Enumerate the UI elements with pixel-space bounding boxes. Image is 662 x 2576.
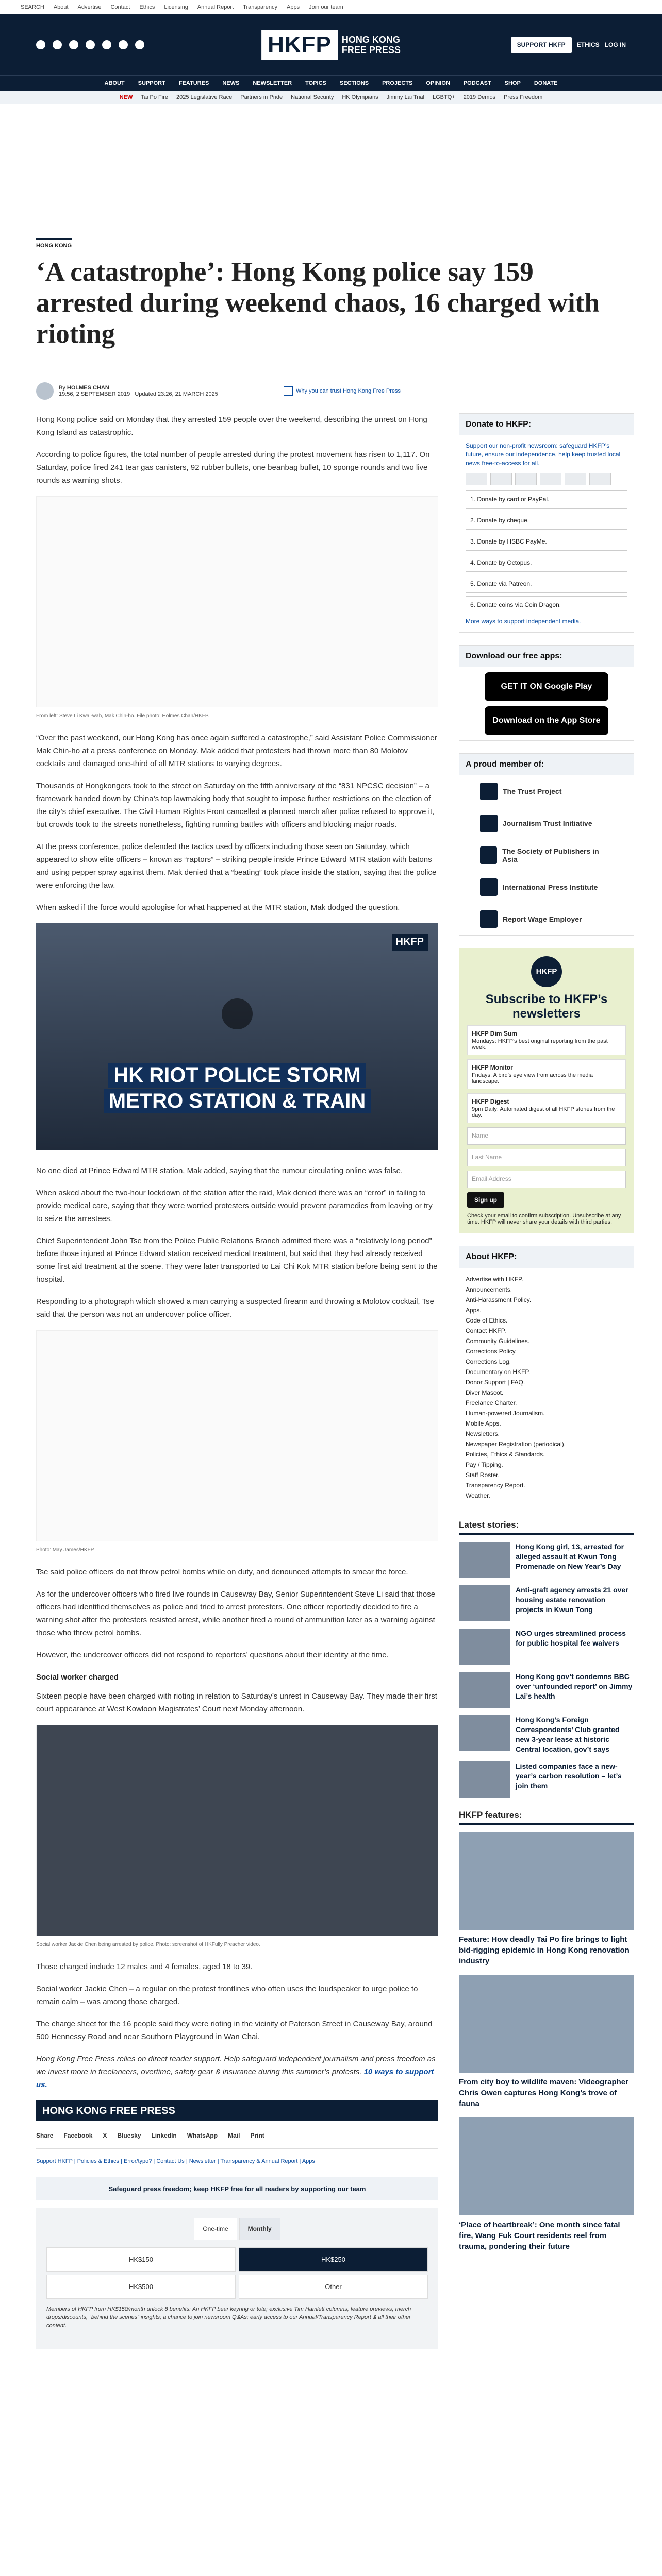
about-link[interactable]: Corrections Policy. xyxy=(466,1348,517,1355)
nav-donate[interactable]: DONATE xyxy=(534,80,558,87)
paragraph: Those charged include 12 males and 4 females, aged 18 to 39. xyxy=(36,1962,253,1971)
utility-bar xyxy=(0,0,662,14)
nav-podcast[interactable]: PODCAST xyxy=(463,80,491,87)
features-block xyxy=(459,1810,634,2252)
amount-option[interactable]: HK$250 xyxy=(239,2247,428,2272)
nav-features[interactable]: FEATURES xyxy=(178,80,209,87)
signup-button[interactable]: Sign up xyxy=(467,1192,504,1208)
author-name[interactable]: HOLMES CHAN xyxy=(67,385,109,391)
latest-story[interactable] xyxy=(459,1585,634,1621)
about-link[interactable]: Apps. xyxy=(466,1307,482,1314)
newsletter-note: Check your email to confirm subscription. Unsubscribe at any time. HKFP will never share your details with third parties. xyxy=(467,1213,621,1225)
story-thumbnail[interactable] xyxy=(459,1542,510,1578)
latest-stories xyxy=(459,1520,634,1798)
nav-support[interactable]: SUPPORT xyxy=(138,80,166,87)
nav-shop[interactable]: SHOP xyxy=(504,80,521,87)
new-badge: NEW xyxy=(119,94,133,100)
paragraph: No one died at Prince Edward MTR station, Mak added, saying that the rumour circulating online was false. xyxy=(36,1166,403,1175)
rss-icon[interactable] xyxy=(135,40,144,49)
publish-date: 19:56, 2 SEPTEMBER 2019 xyxy=(59,391,130,397)
newsletter-signup xyxy=(459,948,634,1233)
photo-caption: Photo: May James/HKFP. xyxy=(36,1547,95,1553)
member-title: A proud member of: xyxy=(459,754,634,775)
about-link[interactable]: Newspaper Registration (periodical). xyxy=(466,1440,566,1448)
article-body xyxy=(36,413,438,2349)
paragraph: “Over the past weekend, our Hong Kong has once again suffered a catastrophe,” said Assistant Police Commissioner Mak Chin-ho at a press conference on Monday. Mak added that protesters had thrown more than 80 Molotov cocktails and damaged one-third of all MTR stations to varying degrees. xyxy=(36,734,437,768)
share-bar xyxy=(36,2129,438,2149)
facebook-icon[interactable] xyxy=(36,40,45,49)
features-title: HKFP features: xyxy=(459,1810,634,1825)
hot-topics-bar xyxy=(0,91,662,104)
trust-link[interactable]: Why you can trust Hong Kong Free Press xyxy=(284,386,401,396)
byline: By HOLMES CHAN 19:56, 2 SEPTEMBER 2019 Updated 23:26, 21 MARCH 2025 xyxy=(36,382,218,400)
share-facebook[interactable]: Facebook xyxy=(63,2132,93,2139)
section-label[interactable]: HONG KONG xyxy=(36,238,72,249)
telegram-icon[interactable] xyxy=(102,40,111,49)
feature-thumbnail[interactable] xyxy=(459,1975,634,2073)
donate-option[interactable]: 4. Donate by Octopus. xyxy=(466,554,627,572)
advertise-link[interactable]: Advertise xyxy=(77,4,102,10)
paragraph: When asked if the force would apologise for what happened at the MTR station, Mak dodged the question. xyxy=(36,903,400,912)
nav-projects[interactable]: PROJECTS xyxy=(382,80,413,87)
about-link[interactable]: Advertise with HKFP. xyxy=(466,1276,523,1283)
about-link[interactable]: Human-powered Journalism. xyxy=(466,1410,545,1417)
youtube-icon[interactable] xyxy=(86,40,95,49)
nav-about[interactable]: ABOUT xyxy=(104,80,125,87)
about-link[interactable]: Code of Ethics. xyxy=(466,1317,508,1324)
hot-topic[interactable]: Jimmy Lai Trial xyxy=(386,94,424,100)
oxfam-icon xyxy=(480,910,498,928)
article-photo xyxy=(36,1330,438,1541)
app-store-button[interactable]: Download on the App Store xyxy=(485,706,608,735)
story-thumbnail[interactable] xyxy=(459,1761,510,1798)
story-title[interactable]: Anti-graft agency arrests 21 over housing estate renovation projects in Kwun Tong xyxy=(516,1586,628,1614)
licensing-link[interactable]: Licensing xyxy=(164,4,188,10)
hot-topic[interactable]: National Security xyxy=(291,94,334,100)
join-team-link[interactable]: Join our team xyxy=(309,4,343,10)
support-banner[interactable]: HONG KONG FREE PRESS xyxy=(36,2100,438,2121)
about-link[interactable]: Freelance Charter. xyxy=(466,1399,517,1406)
member-org[interactable]: Journalism Trust Initiative xyxy=(459,807,634,839)
about-box xyxy=(459,1246,634,1507)
feature-story[interactable] xyxy=(459,1832,634,1967)
donate-title: Donate to HKFP: xyxy=(459,414,634,435)
about-links xyxy=(459,1268,634,1507)
donation-widget xyxy=(36,2208,438,2349)
latest-story[interactable] xyxy=(459,1715,634,1754)
about-link[interactable]: Staff Roster. xyxy=(466,1471,500,1479)
trust-icon xyxy=(284,386,293,396)
nav-newsletter[interactable]: NEWSLETTER xyxy=(253,80,292,87)
play-icon[interactable] xyxy=(222,998,253,1029)
latest-story[interactable] xyxy=(459,1761,634,1798)
transparency-link[interactable]: Transparency xyxy=(243,4,277,10)
paragraph: Hong Kong police said on Monday that they arrested 159 people over the weekend, describing the unrest on Hong Kong Island as catastrophic. xyxy=(36,415,427,437)
paragraph: The charge sheet for the 16 people said they were rioting in the vicinity of Paterson Street in Causeway Bay, around 500 Hennessy Road and near Southorn Playground in Wan Chai. xyxy=(36,2020,433,2041)
payme-icon xyxy=(565,473,586,485)
newsletter-title: Subscribe to HKFP’s newsletters xyxy=(485,992,608,1021)
share-x[interactable]: X xyxy=(103,2132,107,2139)
member-org[interactable]: The Trust Project xyxy=(459,775,634,807)
paypal-icon xyxy=(540,473,561,485)
about-link[interactable]: Policies, Ethics & Standards. xyxy=(466,1451,545,1458)
about-link[interactable]: Anti-Harassment Policy. xyxy=(466,1296,532,1303)
frequency-one-time[interactable]: One-time xyxy=(194,2218,237,2240)
hot-topic[interactable]: Tai Po Fire xyxy=(141,94,168,100)
annual-report-link[interactable]: Annual Report xyxy=(197,4,234,10)
latest-story[interactable] xyxy=(459,1629,634,1665)
hot-topic[interactable]: 2019 Demos xyxy=(463,94,496,100)
donate-option[interactable]: 2. Donate by cheque. xyxy=(466,512,627,530)
story-thumbnail[interactable] xyxy=(459,1715,510,1751)
amex-icon xyxy=(515,473,537,485)
updated-date: Updated 23:26, 21 MARCH 2025 xyxy=(135,391,218,397)
video-title-line: HK RIOT POLICE STORM xyxy=(108,1063,366,1088)
mastercard-icon xyxy=(490,473,512,485)
latest-story[interactable] xyxy=(459,1542,634,1578)
donate-box xyxy=(459,413,634,633)
frequency-monthly[interactable]: Monthly xyxy=(239,2218,280,2240)
paragraph: When asked about the two-hour lockdown of the station after the raid, Mak denied there was an “error” in failing to provide medical care, saying that they were worried protesters outside would prevent paramedics from leaving or try to seize the arrestees. xyxy=(36,1189,433,1223)
share-whatsapp[interactable]: WhatsApp xyxy=(187,2132,218,2139)
members-note: Members of HKFP from HK$150/month unlock 8 benefits: An HKFP bear keyring or tote; exclusive Tim Hamlett columns, feature previews; merch drops/discounts, “behind the scenes” insights; a chance to join newsroom Q&As; early access to our Annual/Transparency Report & all their other content. xyxy=(46,2306,411,2329)
article-headline: ‘A catastrophe’: Hong Kong police say 159 arrested during weekend chaos, 16 charged with rioting xyxy=(36,257,600,349)
safeguard-banner[interactable]: Safeguard press freedom; keep HKFP free for all readers by supporting our team xyxy=(36,2177,438,2200)
about-link[interactable]: Community Guidelines. xyxy=(466,1337,530,1345)
story-title[interactable]: Hong Kong girl, 13, arrested for alleged assault at Kwun Tong Promenade on New Year’s Day xyxy=(516,1543,624,1570)
hot-topic[interactable]: LGBTQ+ xyxy=(432,94,455,100)
donate-text[interactable]: Support our non-profit newsroom: safeguard HKFP’s future, ensure our independence, help keep trusted local news free-to-access for all. xyxy=(466,442,621,467)
newsletter-option[interactable]: HKFP Dim Sum Mondays: HKFP's best original reporting from the past week. xyxy=(467,1025,626,1055)
about-link[interactable]: Contact HKFP. xyxy=(466,1327,506,1334)
google-play-button[interactable]: GET IT ON Google Play xyxy=(485,672,608,701)
email-input[interactable]: Email Address xyxy=(467,1171,626,1188)
paragraph: However, the undercover officers did not respond to reporters’ questions about their identity at the time. xyxy=(36,1651,389,1659)
article-photo xyxy=(36,496,438,707)
about-link[interactable]: Corrections Log. xyxy=(466,1358,511,1365)
paragraph: According to police figures, the total number of people arrested during the protest movement has risen to 1,117. On Saturday, police fired 241 tear gas canisters, 92 rubber bullets, one beanbag bullet, 10 sponge rounds and two live rounds as warning shots. xyxy=(36,450,430,485)
share-mail[interactable]: Mail xyxy=(228,2132,240,2139)
story-title[interactable]: Hong Kong gov’t condemns BBC over ‘unfounded report’ on Jimmy Lai’s health xyxy=(516,1672,633,1700)
feature-thumbnail[interactable] xyxy=(459,2117,634,2215)
about-link[interactable]: About xyxy=(53,4,69,10)
feature-title[interactable]: ‘Place of heartbreak’: One month since fatal fire, Wang Fuk Court residents reel from trauma, pondering their future xyxy=(459,2221,620,2251)
paragraph: Tse said police officers do not throw petrol bombs while on duty, and denounced attempts to smear the force. xyxy=(36,1568,408,1577)
newsletter-option[interactable]: HKFP Digest 9pm Daily: Automated digest of all HKFP stories from the day. xyxy=(467,1093,626,1123)
share-print[interactable]: Print xyxy=(250,2132,264,2139)
subheading: Social worker charged xyxy=(36,1673,119,1682)
member-org[interactable]: International Press Institute xyxy=(459,871,634,903)
story-thumbnail[interactable] xyxy=(459,1672,510,1708)
latest-story[interactable] xyxy=(459,1672,634,1708)
latest-title: Latest stories: xyxy=(459,1520,634,1535)
member-box xyxy=(459,753,634,936)
author-avatar xyxy=(36,382,54,400)
donate-option[interactable]: 1. Donate by card or PayPal. xyxy=(466,490,627,509)
more-ways-link[interactable]: More ways to support independent media. xyxy=(466,618,581,625)
trust-project-icon xyxy=(480,783,498,800)
amount-option[interactable]: Other xyxy=(239,2275,428,2299)
about-link[interactable]: Pay / Tipping. xyxy=(466,1461,503,1468)
main-nav xyxy=(0,75,662,91)
hot-topic[interactable]: Press Freedom xyxy=(504,94,543,100)
paragraph: Social worker Jackie Chen – a regular on the protest frontlines who often uses the loudspeaker to urge police to remain calm – was among those charged. xyxy=(36,1985,418,2006)
donate-option[interactable]: 6. Donate coins via Coin Dragon. xyxy=(466,596,627,614)
search-link[interactable]: SEARCH xyxy=(21,4,44,10)
nav-opinion[interactable]: OPINION xyxy=(426,80,450,87)
photo-caption: Social worker Jackie Chen being arrested by police. Photo: screenshot of HKFully Preacher video. xyxy=(36,1942,260,1947)
video-title-line: METRO STATION & TRAIN xyxy=(104,1089,371,1113)
story-title[interactable]: NGO urges streamlined process for public hospital fee waivers xyxy=(516,1629,626,1647)
sidebar xyxy=(459,413,634,2260)
ipi-icon xyxy=(480,878,498,896)
story-thumbnail[interactable] xyxy=(459,1585,510,1621)
member-org[interactable]: Report Wage Employer xyxy=(459,903,634,935)
donate-option[interactable]: 3. Donate by HSBC PayMe. xyxy=(466,533,627,551)
photo-caption: From left: Steve Li Kwai-wah, Mak Chin-ho. File photo: Holmes Chan/HKFP. xyxy=(36,713,210,719)
feature-story[interactable] xyxy=(459,2117,634,2252)
video-logo: HKFP xyxy=(392,934,428,951)
nav-sections[interactable]: SECTIONS xyxy=(339,80,369,87)
hot-topic[interactable]: 2025 Legislative Race xyxy=(176,94,233,100)
newsletter-logo: HKFP xyxy=(531,956,562,987)
social-links xyxy=(36,40,144,49)
hot-topic[interactable]: Partners in Pride xyxy=(240,94,283,100)
paragraph: Sixteen people have been charged with rioting in relation to Saturday’s unrest in Causeway Bay. They made their first court appearance at West Kowloon Magistrates’ Court next Monday afternoon. xyxy=(36,1692,437,1714)
x-icon[interactable] xyxy=(53,40,62,49)
member-org[interactable]: The Society of Publishers in Asia xyxy=(459,839,634,871)
support-link[interactable]: 10 ways to support us. xyxy=(36,2067,434,2089)
story-title[interactable]: Hong Kong’s Foreign Correspondents’ Club granted new 3-year lease at historic Central location, gov’t says xyxy=(516,1716,620,1753)
site-header xyxy=(0,14,662,75)
bluesky-icon[interactable] xyxy=(119,40,128,49)
embedded-video[interactable] xyxy=(36,923,438,1150)
about-link[interactable]: Weather. xyxy=(466,1492,490,1499)
paragraph: Thousands of Hongkongers took to the street on Saturday on the fifth anniversary of the “831 NPCSC decision” – a framework handed down by China’s top lawmaking body that sought to impose further restrictions on the election of the city’s chief executive. The Civil Human Rights Front cancelled a planned march after police refused to approve it, but crowds took to the streets nonetheless, fighting running battles with officers and blocking major roads. xyxy=(36,782,435,829)
jti-icon xyxy=(480,815,498,832)
paragraph: Chief Superintendent John Tse from the Police Public Relations Branch admitted there was a “relatively long period” before those injured at Prince Edward station received medical treatment, but said that they had already received some first aid treatment at the scene. They were later transported to Lai Chi Kok MTR station before being sent to the hospital. xyxy=(36,1236,438,1284)
first-name-input[interactable]: Name xyxy=(467,1127,626,1145)
ethics-header-link[interactable]: ETHICS xyxy=(576,41,600,48)
paragraph: Responding to a photograph which showed a man carrying a suspected firearm and throwing a Molotov cocktail, Tse said that the person was not an undercover police officer. xyxy=(36,1297,434,1319)
about-link[interactable]: Transparency Report. xyxy=(466,1482,525,1489)
feature-title[interactable]: From city boy to wildlife maven: Videographer Chris Owen captures Hong Kong’s trove of fauna xyxy=(459,2078,628,2108)
article-photo xyxy=(36,1725,438,1936)
feature-thumbnail[interactable] xyxy=(459,1832,634,1930)
support-button[interactable]: SUPPORT HKFP xyxy=(511,37,572,53)
apps-box xyxy=(459,645,634,741)
about-link[interactable]: Announcements. xyxy=(466,1286,512,1293)
feature-title[interactable]: Feature: How deadly Tai Po fire brings to light bid-rigging epidemic in Hong Kong renovation industry xyxy=(459,1935,630,1965)
nav-news[interactable]: NEWS xyxy=(222,80,240,87)
last-name-input[interactable]: Last Name xyxy=(467,1149,626,1166)
ethics-link[interactable]: Ethics xyxy=(139,4,155,10)
visa-icon xyxy=(466,473,487,485)
story-thumbnail[interactable] xyxy=(459,1629,510,1665)
story-title[interactable]: Listed companies face a new-year’s carbon resolution – let’s join them xyxy=(516,1762,622,1790)
about-title: About HKFP: xyxy=(459,1246,634,1268)
support-paragraph: Hong Kong Free Press relies on direct reader support. Help safeguard independent journalism and press freedom as we invest more in freelancers, overtime, safety gear & insurance during this summer’s protests. 10 ways to support us. xyxy=(36,2055,436,2089)
contact-link[interactable]: Contact xyxy=(110,4,130,10)
feature-story[interactable] xyxy=(459,1975,634,2109)
hot-topic[interactable]: HK Olympians xyxy=(342,94,378,100)
payment-icons xyxy=(466,473,627,485)
paragraph: At the press conference, police defended the tactics used by officers including those seen on Saturday, which appeared to show elite officers – known as “raptors” – striking people inside Prince Edward MTR station with batons and using pepper spray against them. Mak denied that a “beating” took place inside the station, saying that the police were enforcing the law. xyxy=(36,842,437,890)
paragraph: As for the undercover officers who fired live rounds in Causeway Bay, Senior Superintendent Steve Li said that those officers had identified themselves as police and tried to arrest protesters. One officer reportedly decided to fire a warning shot after the protesters resisted arrest, while another fired a round of ammunition later as a warning against those who threw petrol bombs. xyxy=(36,1590,436,1637)
about-link[interactable]: Newsletters. xyxy=(466,1430,500,1437)
about-link[interactable]: Documentary on HKFP. xyxy=(466,1368,531,1376)
donate-option[interactable]: 5. Donate via Patreon. xyxy=(466,575,627,593)
instagram-icon[interactable] xyxy=(69,40,78,49)
newsletter-option[interactable]: HKFP Monitor Fridays: A bird's eye view from across the media landscape. xyxy=(467,1059,626,1089)
about-link[interactable]: Mobile Apps. xyxy=(466,1420,501,1427)
share-bluesky[interactable]: Bluesky xyxy=(117,2132,141,2139)
sopa-icon xyxy=(480,846,497,864)
apps-title: Download our free apps: xyxy=(459,646,634,667)
about-link[interactable]: Donor Support | FAQ. xyxy=(466,1379,525,1386)
apps-link[interactable]: Apps xyxy=(287,4,300,10)
share-linkedin[interactable]: LinkedIn xyxy=(151,2132,177,2139)
octopus-icon xyxy=(589,473,611,485)
nav-topics[interactable]: TOPICS xyxy=(305,80,326,87)
amount-option[interactable]: HK$500 xyxy=(46,2275,236,2299)
footer-shortlinks[interactable]: Support HKFP | Policies & Ethics | Error/typo? | Contact Us | Newsletter | Transparency & Annual Report | Apps xyxy=(36,2158,315,2164)
amount-option[interactable]: HK$150 xyxy=(46,2247,236,2272)
about-link[interactable]: Diver Mascot. xyxy=(466,1389,504,1396)
site-logo[interactable]: HKFP HONG KONG FREE PRESS xyxy=(261,30,401,60)
share-label: Share xyxy=(36,2132,54,2139)
login-link[interactable]: LOG IN xyxy=(604,41,626,48)
